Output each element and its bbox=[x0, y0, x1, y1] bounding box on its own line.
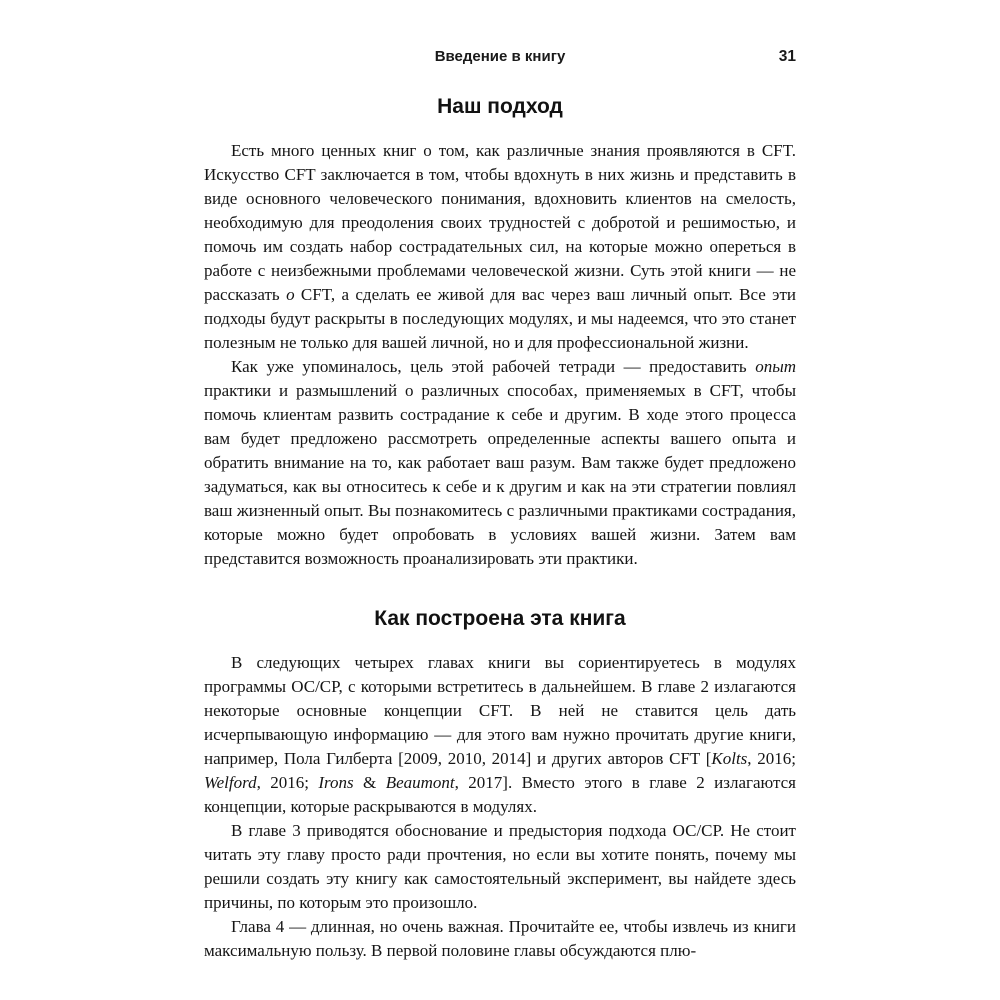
paragraph-text: , 2017]. Вместо этого в главе 2 излагаются концепции, которые раскрываются в модулях. bbox=[204, 773, 796, 816]
paragraph bbox=[204, 915, 796, 963]
paragraph-text: практики и размышлений о различных способах, применяемых в CFT, чтобы помочь клиентам развить сострадание к себе и другим. В ходе этого процесса вам будет предложено рассмотреть определенные аспекты вашего опыта и обратить внимание на то, как работает ваш разум. Вам также будет предложено задуматься, как вы относитесь к себе и к другим и как на эти стратегии повлиял ваш жизненный опыт. Вы познакомитесь с различными практиками сострадания, которые можно будет опробовать в условиях вашей жизни. Затем вам представится возможность проанализировать эти практики. bbox=[204, 381, 796, 568]
paragraph-text-italic: Beaumont bbox=[385, 773, 455, 792]
paragraph-text-italic: опыт bbox=[755, 357, 796, 376]
paragraph-text: & bbox=[353, 773, 386, 792]
section-heading-our-approach: Наш подход bbox=[437, 95, 563, 118]
paragraph-text: В главе 3 приводятся обоснование и предыстория подхода ОС/СР. Не стоит читать эту главу просто ради прочтения, но если вы хотите понять, почему мы решили создать эту книгу как самостоятельный эксперимент, вы найдете здесь причины, по которым это произошло. bbox=[204, 821, 796, 912]
page-content bbox=[204, 95, 796, 963]
running-header bbox=[204, 0, 796, 65]
page-number: 31 bbox=[778, 48, 796, 65]
running-header-title: Введение в книгу bbox=[434, 48, 566, 65]
paragraph-text: , 2016; bbox=[256, 773, 319, 792]
paragraph-text-italic: Kolts bbox=[711, 749, 748, 768]
paragraph bbox=[204, 139, 796, 355]
section-heading-book-structure: Как построена эта книга bbox=[374, 607, 626, 630]
paragraph-text-italic: о bbox=[286, 285, 295, 304]
paragraph-text: В следующих четырех главах книги вы сориентируетесь в модулях программы ОС/СР, с которыми встретитесь в дальнейшем. В главе 2 излагаются некоторые основные концепции CFT. В ней не ставится цель дать исчерпывающую информацию — для этого вам нужно прочитать другие книги, например, Пола Гилберта [2009, 2010, 2014] и других авторов CFT [ bbox=[204, 653, 796, 768]
paragraph bbox=[204, 355, 796, 571]
paragraph bbox=[204, 651, 796, 819]
paragraph-text: Глава 4 — длинная, но очень важная. Прочитайте ее, чтобы извлечь из книги максимальную пользу. В первой половине главы обсуждаются плю- bbox=[204, 917, 796, 960]
paragraph-text-italic: Irons bbox=[318, 773, 354, 792]
paragraph bbox=[204, 819, 796, 915]
paragraph-text: Есть много ценных книг о том, как различные знания проявляются в CFT. Искусство CFT заключается в том, чтобы вдохнуть в них жизнь и представить в виде основного человеческого понимания, вдохновить клиентов на смелость, необходимую для преодоления своих трудностей с добротой и решимостью, и помочь им создать набор сострадательных сил, на которые можно опереться в работе с неизбежными проблемами человеческой жизни. Суть этой книги — не рассказать bbox=[204, 141, 796, 304]
paragraph-text: Как уже упоминалось, цель этой рабочей тетради — предоставить bbox=[231, 357, 756, 376]
paragraph-text: CFT, а сделать ее живой для вас через ваш личный опыт. Все эти подходы будут раскрыты в последующих модулях, и мы надеемся, что это станет полезным не только для вашей личной, но и для профессиональной жизни. bbox=[204, 285, 796, 352]
paragraph-text-italic: Welford bbox=[204, 773, 257, 792]
paragraph-text: , 2016; bbox=[747, 749, 796, 768]
